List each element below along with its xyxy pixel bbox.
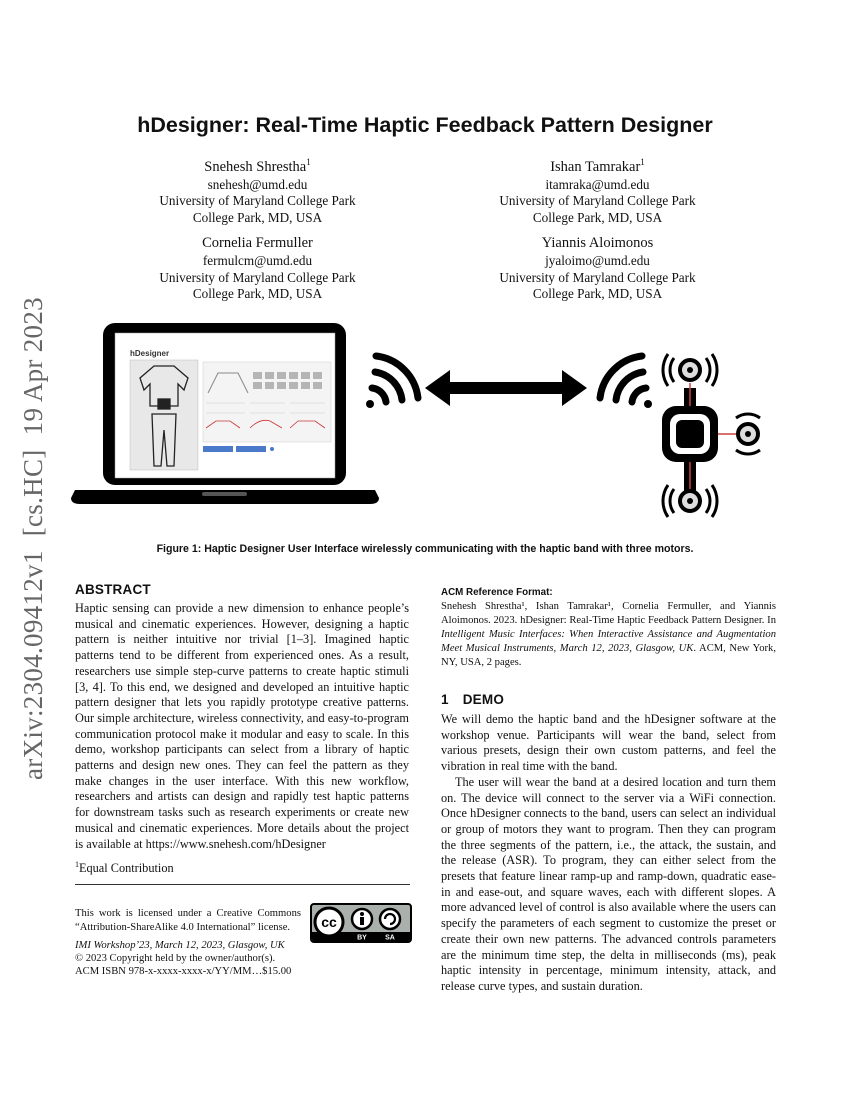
demo-heading (441, 692, 504, 707)
figure-caption: Figure 1: Haptic Designer User Interface wirelessly communicating with the haptic band with three motors. (156, 543, 694, 555)
author-location: College Park, MD, USA (192, 210, 323, 226)
cc-icon: cc (321, 914, 337, 930)
author-email: itamraka@umd.edu (545, 176, 650, 192)
abstract-heading: ABSTRACT (75, 582, 151, 597)
sa-label: SA (385, 934, 395, 941)
acm-ref-tail: . ACM, New York, NY, USA, 2 pages. (441, 643, 776, 668)
by-label: BY (357, 934, 367, 941)
demo-number: 1 (441, 692, 449, 707)
author-affiliation: University of Maryland College Park (499, 193, 696, 209)
author-block-1 (125, 153, 390, 227)
author-mark: 1 (640, 157, 645, 167)
acm-ref-venue: Intelligent Music Interfaces: When Interactive Assistance and Augmentation Meet Musical Instruments, March 12, 2023, Glasgow, UK (441, 629, 776, 654)
footnote (75, 860, 174, 876)
cc-license-badge (310, 903, 412, 943)
author-location: College Park, MD, USA (192, 286, 323, 302)
author-email: fermulcm@umd.edu (202, 253, 313, 268)
footnote-divider (75, 884, 410, 885)
demo-paragraph-2: The user will wear the band at a desired location and turn them on. The device will connect to the server via a WiFi connection. Once hDesigner connects to the band, users can select an individual or group of motors they want to program. Then they can program the three segments of the pattern, i.e., the attack, the sustain, and the release (ASR). To program, they can either select from the presets that feature linear ramp-up and ramp-down, quadratic ease-in and ease-out, and square waves, each with different slopes. A more advanced level of control is also available where the users can specify the parameters of each segment to customize the preset or create their own new patterns. The advanced controls parameters are the minimum time step, the delta in milliseconds (ms), peak haptic intensity in percentage, minimum intensity, attack, and release curve types, and sustain duration. (441, 774, 776, 993)
author-location: College Park, MD, USA (532, 210, 663, 226)
author-affiliation: University of Maryland College Park (159, 269, 356, 285)
author-email: jyaloimo@umd.edu (545, 253, 650, 268)
demo-text (441, 712, 776, 995)
acm-ref-authors: Snehesh Shrestha¹, Ishan Tamrakar¹, Cornelia Fermuller, and Yiannis Aloimonos. 2023. hDesigner: Real-Time Haptic Feedback Pattern Designer. In (441, 601, 776, 626)
author-affiliation: University of Maryland College Park (499, 269, 696, 285)
wifi-right-icon (600, 356, 652, 408)
license-text: This work is licensed under a Creative Commons “Attribution-ShareAlike 4.0 International” license. (75, 908, 301, 933)
author-affiliation: University of Maryland College Park (159, 193, 356, 209)
author-name: Cornelia Fermuller (202, 235, 313, 251)
laptop-illustration (71, 323, 379, 504)
haptic-band-illustration (662, 354, 760, 517)
isbn-line: ACM ISBN 978-x-xxxx-xxxx-x/YY/MM…$15.00 (75, 966, 292, 977)
demo-paragraph-1: We will demo the haptic band and the hDesigner software at the workshop venue. Participants will wear the band, select from various presets, design their own custom patterns, and feel the vibration in real time with the band. (441, 712, 776, 774)
abstract-text: Haptic sensing can provide a new dimension to enhance people’s musical and cinematic experiences. However, designing a haptic pattern is neither intuitive nor trivial [1–3]. Imagined haptic patterns tend to be different from experienced ones. As a result, researchers use simple step-curve patterns to create haptic stimuli [3, 4]. To this end, we designed and developed an intuitive haptic pattern designer that lets you rapidly prototype creative patterns. Our simple architecture, wireless connectivity, and easy-to-program communication protocol make it modular and easy to scale. In this demo, workshop participants can select from a library of haptic patterns and design new ones. They can feel the pattern as they make changes in the user interface. With this new workflow, researchers and artists can design and rapidly test haptic patterns for downstream tasks such as research experiments or create new musical and cinematic experiences. More details about the project is available at https://www.snehesh.com/hDesigner (75, 601, 409, 851)
author-email: snehesh@umd.edu (207, 176, 308, 192)
author-name: Snehesh Shrestha (204, 158, 307, 175)
copyright-line: © 2023 Copyright held by the owner/author(s). (75, 953, 276, 964)
footnote-mark: 1 (75, 860, 79, 869)
wifi-left-icon (366, 356, 418, 408)
author-name: Ishan Tamrakar (550, 158, 641, 175)
figure-1 (70, 318, 790, 530)
author-name: Yiannis Aloimonos (541, 235, 654, 251)
paper-title: hDesigner: Real-Time Haptic Feedback Pattern Designer (137, 113, 713, 137)
screen-logo: hDesigner (130, 349, 170, 358)
author-block-3 (125, 234, 390, 303)
author-location: College Park, MD, USA (532, 286, 663, 302)
author-mark: 1 (306, 157, 311, 167)
acm-reference-text (441, 600, 776, 670)
author-block-2 (465, 153, 730, 227)
arxiv-stamp: arXiv:2304.09412v1 [cs.HC] 19 Apr 2023 (18, 297, 48, 780)
bidirectional-arrow-icon (425, 370, 587, 406)
author-block-4 (465, 234, 730, 303)
footnote-text: Equal Contribution (79, 861, 174, 876)
demo-title: DEMO (462, 692, 505, 707)
acm-reference-heading: ACM Reference Format: (441, 587, 553, 598)
venue-line: IMI Workshop’23, March 12, 2023, Glasgow, UK (75, 940, 285, 951)
